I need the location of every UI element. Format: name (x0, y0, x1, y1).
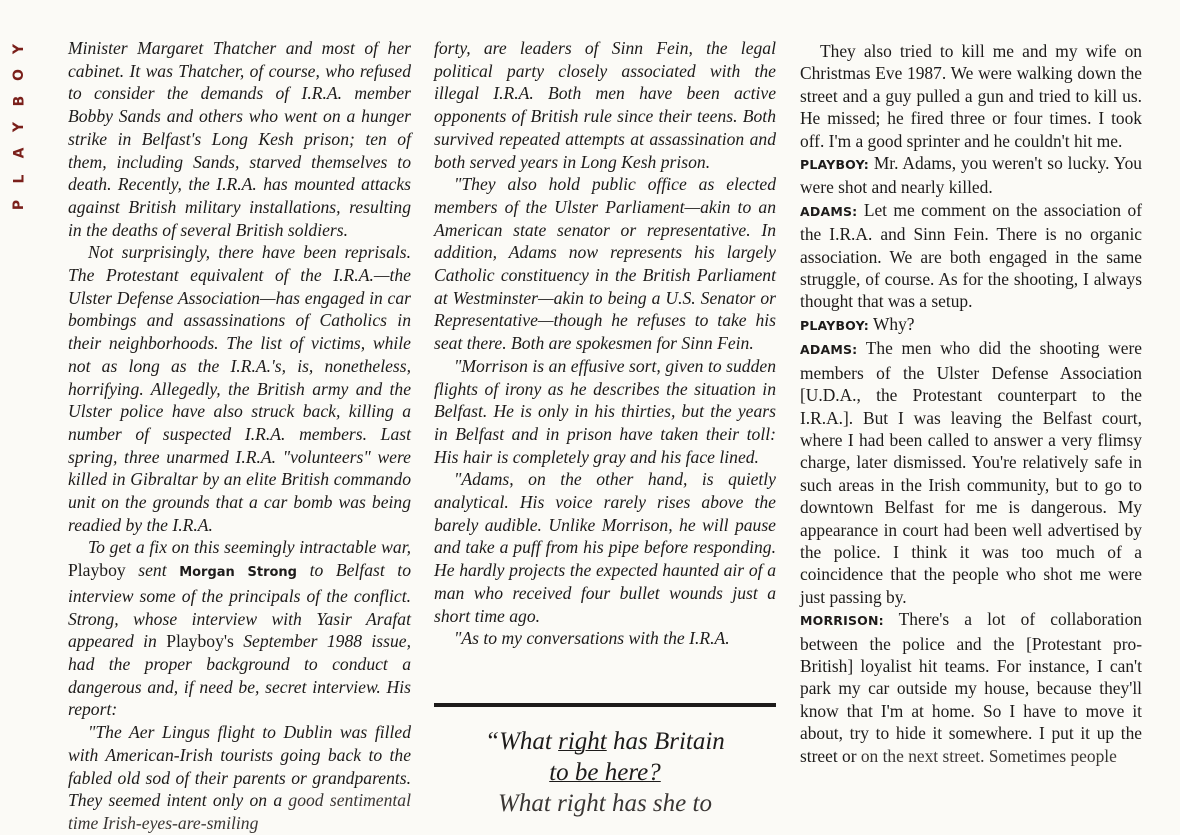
column-left (68, 37, 411, 835)
column-right (800, 40, 1142, 767)
pullquote-line (434, 726, 776, 757)
paragraph: They also tried to kill me and my wife on Christmas Eve 1987. We were walking down the street and a guy pulled a gun and tried to kill us. He missed; he fired three or four times. I took off. I'm a good sprinter and he couldn't hit me. (800, 41, 1142, 151)
text-run: right (558, 728, 607, 755)
text-run-cut: good sentimental time Irish-eyes-are-smiling (68, 790, 411, 833)
text-run: sent (125, 560, 180, 581)
running-head-letter: O (11, 69, 27, 81)
running-head-letter: A (11, 147, 27, 159)
magazine-name: Playboy (68, 560, 126, 581)
interview-question (800, 313, 1142, 337)
text-run: “What (485, 728, 559, 755)
pullquote-line: What right has she to (498, 790, 712, 817)
running-head-letter: Y (10, 121, 27, 133)
text-run: to Belfast to interview some of the principals of the conflict. Strong, whose interview with Yasir Arafat appeared in (68, 560, 411, 652)
running-head-letter: Y (10, 43, 27, 55)
interview-answer (800, 199, 1142, 313)
text-run: To get a fix on this seemingly intractable war, (88, 537, 411, 558)
paragraph: forty, are leaders of Sinn Fein, the legal political party closely associated with the illegal I.R.A. Both men have been active opponents of British rule since their teens. Both survived repeated attempts at assassination and both served years in Long Kesh prison. (434, 38, 776, 172)
interview-answer (800, 337, 1142, 608)
column-middle (434, 37, 776, 650)
text-run: There's a lot of collaboration between the police and the [Protestant pro-British] loyalist hit teams. For instance, I can't park my car outside my house, because they'll know that I'm at home. So I have to move it about, try to hide it somewhere. I put it up the street or (800, 609, 1142, 766)
paragraph: "They also hold public office as elected members of the Ulster Parliament—akin to an American state senator or representative. In addition, Adams now represents his largely Catholic constituency in the British Parliament at Westminster—akin to being a U.S. Senator or Representative—though he refuses to take his seat there. Both are spokesmen for Sinn Fein. (434, 174, 776, 354)
running-head-letter: P (10, 199, 27, 211)
speaker-label: PLAYBOY: (800, 157, 869, 173)
speaker-label: ADAMS: (800, 342, 858, 358)
text-run: Why? (868, 313, 915, 334)
speaker-label: PLAYBOY: (800, 317, 869, 333)
text-run: September 1988 issue, had the proper background to conduct a dangerous and, if need be, secret interview. His report: (68, 631, 411, 720)
text-run-cut: on the next street. Sometimes people (860, 745, 1117, 766)
paragraph (68, 721, 411, 835)
paragraph: "Adams, on the other hand, is quietly analytical. His voice rarely rises above the barely audible. Unlike Morrison, he will pause and take a puff from his pipe before responding. He hardly projects the expected haunted air of a man who received four bullet wounds just a short time ago. (434, 469, 776, 626)
paragraph: Minister Margaret Thatcher and most of her cabinet. It was Thatcher, of course, who refused to consider the demands of I.R.A. member Bobby Sands and others who went on a hunger strike in Belfast's Long Kesh prison; ten of them, including Sands, starved themselves to death. Recently, the I.R.A. has mounted attacks against British military installations, resulting in the deaths of several British soldiers. (68, 38, 411, 240)
speaker-label: MORRISON: (800, 613, 884, 629)
interview-question (800, 152, 1142, 199)
paragraph (68, 536, 411, 721)
author-name: Morgan Strong (179, 565, 297, 581)
text-run: "The Aer Lingus flight to Dublin was filled with American-Irish tourists going back to the fabled old sod of their parents or grandparents. They seemed intent only on a (68, 722, 411, 811)
paragraph: "Morrison is an effusive sort, given to sudden flights of irony as he describes the situation in Belfast. He is only in his thirties, but the years in Belfast and in prison have taken their toll: His hair is completely gray and his face lined. (434, 355, 776, 467)
pullquote-rule (434, 703, 776, 707)
text-run: Let me comment on the association of the I.R.A. and Sinn Fein. There is no organic association. We are both engaged in the same struggle, of course. As for the shooting, I always thought that was a setup. (800, 199, 1142, 312)
running-head-letter: L (10, 174, 27, 184)
magazine-name: Playboy's (166, 631, 234, 652)
running-head-letter: B (10, 95, 27, 107)
running-head (4, 36, 34, 218)
paragraph: Not surprisingly, there have been reprisals. The Protestant equivalent of the I.R.A.—the Ulster Defense Association—has engaged in car bombings and assassinations of Catholics in their neighborhoods. The list of victims, while not as long as the I.R.A.'s, is, nonetheless, horrifying. Allegedly, the British army and the Ulster police have also struck back, killing a number of suspected I.R.A. members. Last spring, three unarmed I.R.A. "volunteers" were killed in Gibraltar by an elite British commando unit on the grounds that a car bomb was being readied by the I.R.A. (68, 242, 411, 535)
text-run: has Britain (606, 728, 725, 755)
speaker-label: ADAMS: (800, 203, 858, 219)
pullquote (434, 726, 776, 819)
text-run: The men who did the shooting were members of the Ulster Defense Association [U.D.A., the Protestant counterpart to the I.R.A.]. But I was leaving the Belfast court, where I had been called to answer a very flimsy charge, later dismissed. You're relatively safe in such areas in the Irish community, but to go to downtown Belfast for me is dangerous. My appearance in court had been well advertised by the police. I think it was too much of a coincidence that the people who shot me were just passing by. (800, 338, 1142, 607)
pullquote-line: to be here? (549, 759, 661, 786)
paragraph: "As to my conversations with the I.R.A. (454, 628, 730, 649)
text-run: Mr. Adams, you weren't so lucky. You were shot and nearly killed. (800, 153, 1142, 198)
interview-answer (800, 608, 1142, 767)
